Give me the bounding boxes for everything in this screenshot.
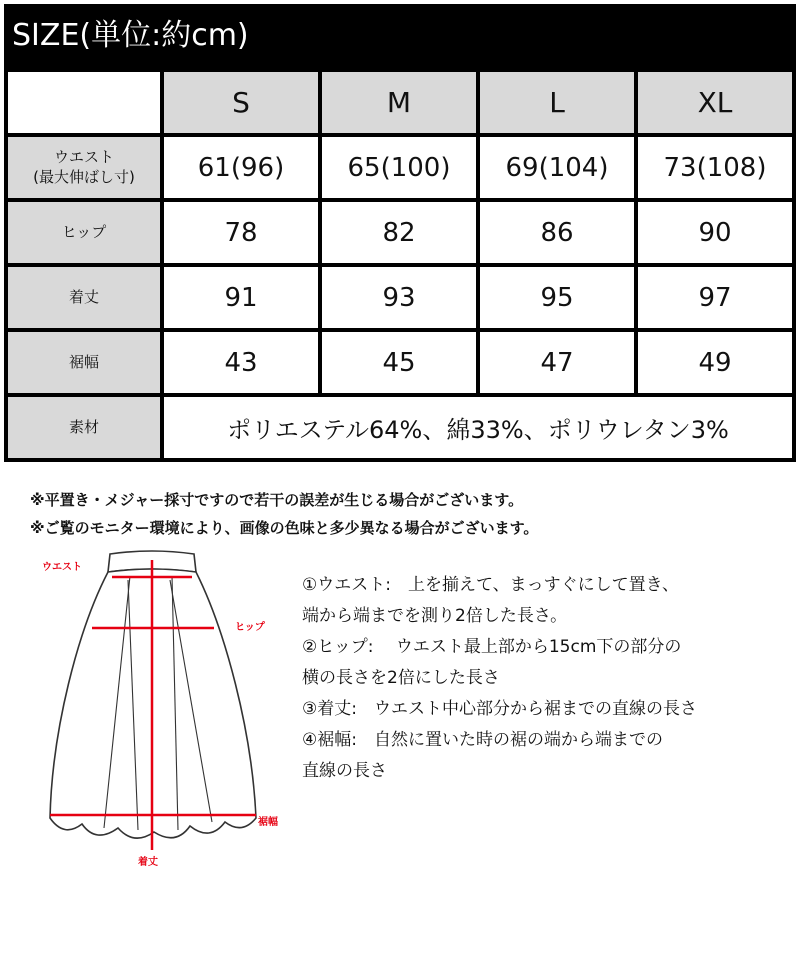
row-label-length: 着丈 [8, 267, 160, 328]
table-cell: 49 [638, 332, 792, 393]
table-cell: 91 [164, 267, 318, 328]
diagram-label-hip: ヒップ [235, 622, 265, 633]
row-label-hem: 裾幅 [8, 332, 160, 393]
notes [30, 486, 770, 542]
description-line: 横の長さを2倍にした長さ [302, 668, 500, 688]
diagram-label-length: 着丈 [138, 857, 158, 868]
table-cell: 82 [322, 202, 476, 263]
table-cell: 73(108) [638, 137, 792, 198]
table-cell: 69(104) [480, 137, 634, 198]
table-cell: 78 [164, 202, 318, 263]
table-cell: 47 [480, 332, 634, 393]
table-cell: 90 [638, 202, 792, 263]
description-line: 直線の長さ [302, 761, 387, 781]
row-label-hip: ヒップ [8, 202, 160, 263]
table-cell: 95 [480, 267, 634, 328]
diagram-label-waist: ウエスト [42, 562, 82, 573]
skirt-illustration [30, 550, 300, 880]
skirt-diagram [30, 550, 300, 880]
description-line: ③着丈: ウエスト中心部分から裾までの直線の長さ [302, 699, 697, 719]
table-cell: 86 [480, 202, 634, 263]
header-size-l: L [480, 72, 634, 133]
size-table [4, 68, 796, 462]
header-size-xl: XL [638, 72, 792, 133]
table-corner-cell [8, 72, 160, 133]
header-size-s: S [164, 72, 318, 133]
table-cell: 45 [322, 332, 476, 393]
note-line: ※平置き・メジャー採寸ですので若干の誤差が生じる場合がございます。 [30, 491, 524, 509]
diagram-label-hem: 裾幅 [258, 817, 278, 828]
row-label-material: 素材 [8, 397, 160, 458]
description-line: ②ヒップ: ウエスト最上部から15cm下の部分の [302, 637, 682, 657]
table-cell: 43 [164, 332, 318, 393]
table-cell: 93 [322, 267, 476, 328]
table-cell: 97 [638, 267, 792, 328]
note-line: ※ご覧のモニター環境により、画像の色味と多少異なる場合がございます。 [30, 519, 539, 537]
table-cell: 61(96) [164, 137, 318, 198]
description-line: ①ウエスト: 上を揃えて、まっすぐにして置き、 [302, 575, 679, 595]
description-line: 端から端までを測り2倍した長さ。 [302, 606, 568, 626]
row-label-waist: ウエスト (最大伸ばし寸) [8, 137, 160, 198]
header-size-m: M [322, 72, 476, 133]
size-title: SIZE(単位:約cm) [4, 4, 796, 68]
material-value: ポリエステル64%、綿33%、ポリウレタン3% [164, 397, 792, 458]
table-cell: 65(100) [322, 137, 476, 198]
description-line: ④裾幅: 自然に置いた時の裾の端から端までの [302, 730, 663, 750]
measurement-descriptions [302, 570, 782, 787]
